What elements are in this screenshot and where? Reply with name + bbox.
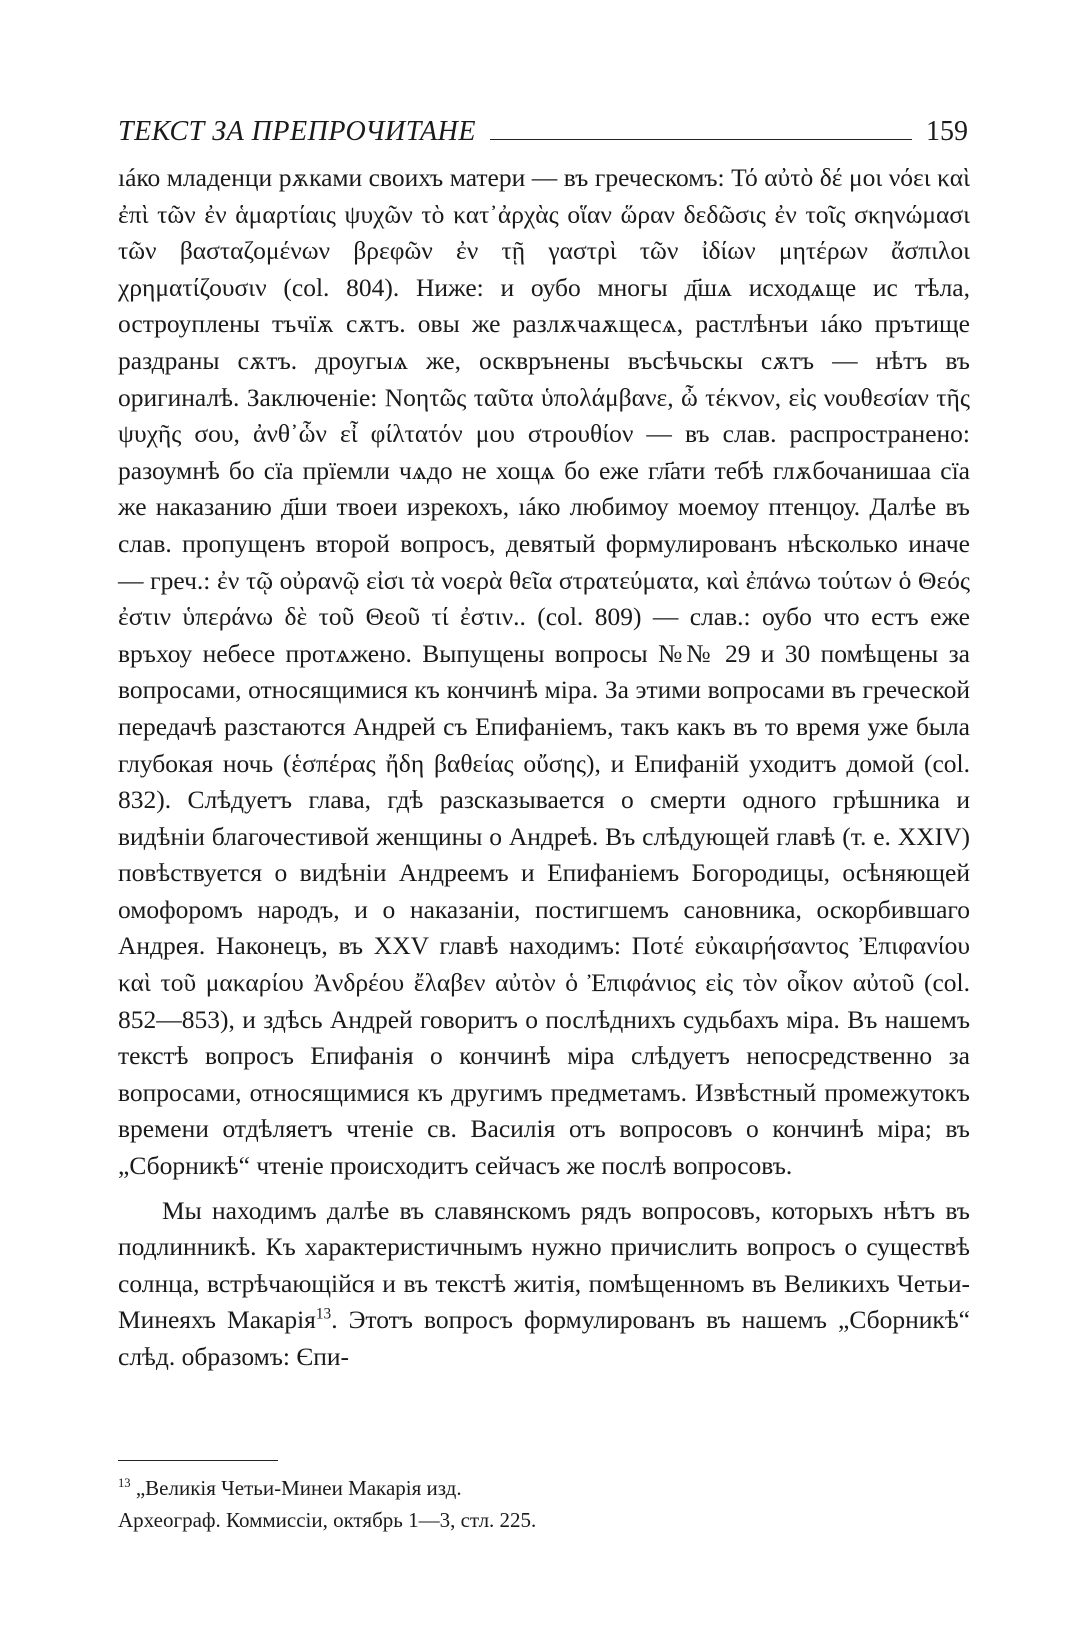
paragraph-2-text: Мы находимъ далѣе въ славянскомъ рядъ вопросовъ, которыхъ нѣтъ въ подлинникѣ. Къ характеристичнымъ нужно причислить вопросъ о существѣ солнца, встрѣчающiйся и въ текстѣ житiя, помѣщенномъ въ Великихъ Четьи-Минеяхъ Макарiя [118,1195,970,1335]
header-rule [490,139,912,140]
footnote-rule [118,1460,278,1461]
running-header [118,108,968,148]
paragraph-2 [118,1193,970,1376]
main-text [118,160,970,1376]
footnote [118,1472,538,1536]
page-number: 159 [926,116,968,147]
running-title: ТЕКСТ ЗА ПРЕПРОЧИТАНЕ [118,116,476,147]
footnote-text: „Великiя Четьи-Минеи Макарiя изд. Археограф. Коммиссiи, октябрь 1—3, стл. 225. [118,1476,537,1532]
paragraph-1: ıáко младенци рѫками своихъ матери — въ греческомъ: Τό αὐτὸ δέ μοι νόει καὶ ἐπὶ τῶν ἐν ἁμαρτίαις ψυχῶν τὸ κατ᾽ἀρχὰς οἵαν ὥραν δεδῶσις ἐν τοῖς σκηνώμασι τῶν βασταζομένων βρεφῶν ἐν τῇ γαστρὶ τῶν ἰδίων μητέρων ἄσπιλοι χρηματίζουσιν (col. 804). Ниже: и оубо многы д҃шѧ исходѧще ис тѣла, остроуплены тъчїѫ сѫтъ. овы же разлѫчаѫщесѧ, растлѣнъи ıáко прътище раздраны сѫтъ. дроугыѧ же, оскврънены въсѣчьскы сѫтъ — нѣтъ въ оригиналѣ. Заключенiе: Νοητῶς ταῦτα ὑπολάμβανε, ὦ τέκνον, εἰς νουθεσίαν τῆς ψυχῆς σου, ἀνθ᾽ὧν εἶ φίλτατόν μου στρουθίον — въ слав. распространено: разоумнѣ бо сїа прїемли чѧдо не хощѧ бо еже гл҃ати тебѣ глѫбочанишаа сїа же наказанию д҃ши твоеи изрекохъ, ıáко любимоу моемоу птенцоу. Далѣе въ слав. пропущенъ второй вопросъ, девятый формулированъ нѣсколько иначе — греч.: ἐν τῷ οὐρανῷ εἰσι τὰ νοερὰ θεῖα στρατεύματα, καὶ ἐπάνω τούτων ὁ Θεός ἐστιν ὑπεράνω δὲ τοῦ Θεοῦ τί ἐστιν.. (col. 809) — слав.: оубо что естъ еже връхоу небесе протѧжено. Выпущены вопросы №№ 29 и 30 помѣщены за вопросами, относящимися къ кончинѣ мiра. За этими вопросами въ греческой передачѣ разстаются Андрей съ Епифанiемъ, такъ какъ въ то время уже была глубокая ночь (ἑσπέρας ἤδη βαθείας οὔσης), и Епифанiй уходитъ домой (col. 832). Слѣдуетъ глава, гдѣ разсказывается о смерти одного грѣшника и видѣнiи благочестивой женщины о Андреѣ. Въ слѣдующей главѣ (т. е. XXIV) повѣствуется о видѣнiи Андреемъ и Епифанiемъ Богородицы, осѣняющей омофоромъ народъ, и о наказанiи, постигшемъ сановника, оскорбившаго Андрея. Наконецъ, въ XXV главѣ находимъ: Ποτέ εὐκαιρήσαντος Ἐπιφανίου καὶ τοῦ μακαρίου Ἀνδρέου ἔλαβεν αὐτὸν ὁ Ἐπιφάνιος εἰς τὸν οἶκον αὐτοῦ (col. 852—853), и здѣсь Андрей говоритъ о послѣднихъ судьбахъ мiра. Въ нашемъ текстѣ вопросъ Епифанiя о кончинѣ мiра слѣдуетъ непосредственно за вопросами, относящимися къ другимъ предметамъ. Извѣстный промежутокъ времени отдѣляетъ чтенiе св. Василiя отъ вопросовъ о кончинѣ мiра; въ „Сборникѣ“ чтенiе происходитъ сейчасъ же послѣ вопросовъ. [118,163,970,1181]
paragraph-2-tail: . Этотъ вопросъ формулированъ въ нашемъ „Сборникѣ“ слѣд. образомъ: Єпи- [118,1305,970,1371]
footnote-reference[interactable]: 13 [315,1305,332,1323]
footnote-marker: 13 [118,1476,131,1490]
